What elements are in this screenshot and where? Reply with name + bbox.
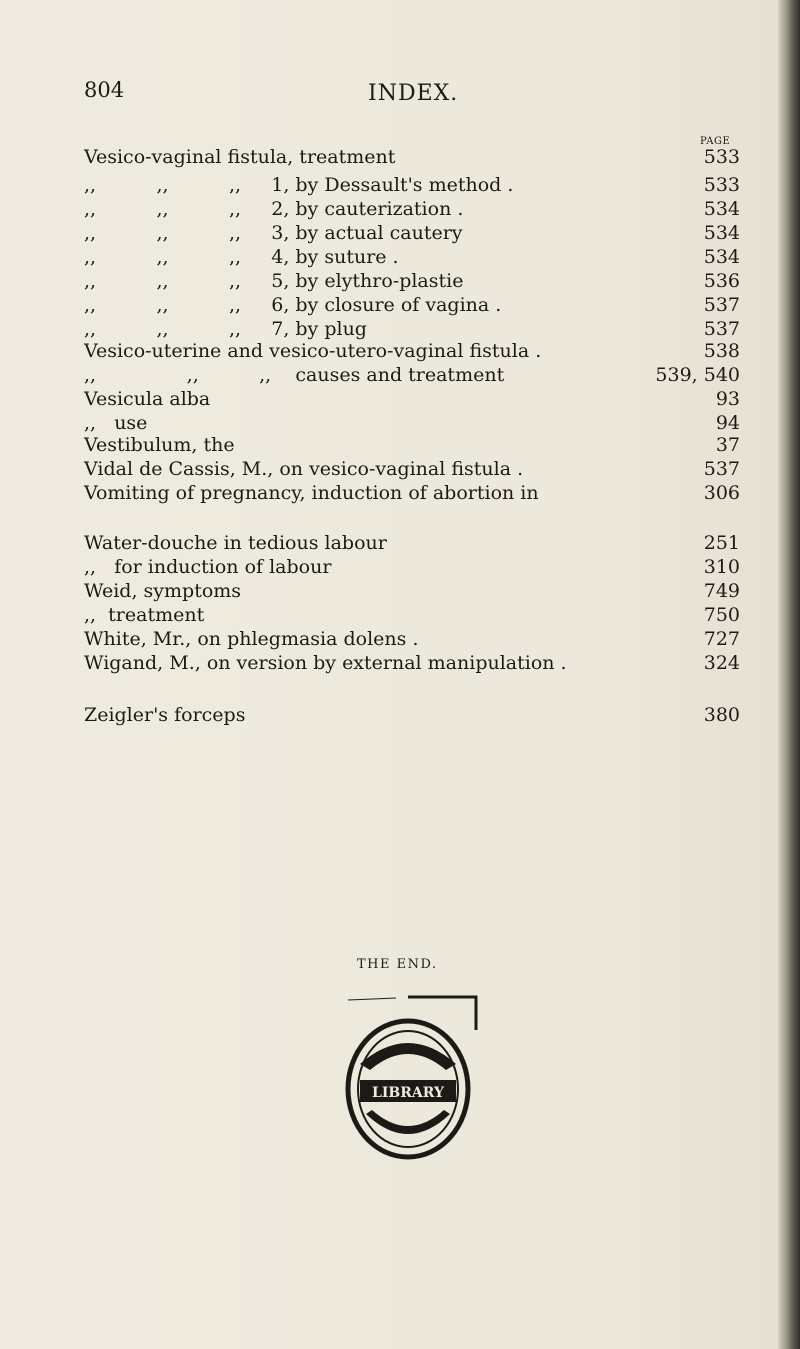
entry-label: ,, ,, ,, 5, by elythro-plastie [84,270,464,292]
entry-page-number: 310 [703,556,740,578]
stamp-label: LIBRARY [372,1085,444,1101]
entry-page-number: 539, 540 [655,364,740,386]
page-number: 804 [84,78,125,102]
entry-label: Vesicula alba [84,388,211,410]
entry-page-number: 380 [703,704,740,726]
entry-label: ,, ,, ,, causes and treatment [84,364,505,386]
entry-page-number: 324 [703,652,740,674]
entry-page-number: 727 [703,628,740,650]
entry-label: ,, ,, ,, 7, by plug [84,318,367,340]
entry-page-number: 536 [703,270,740,292]
entry-label: Vesico-vaginal fistula, treatment [84,146,396,168]
entry-label: ,, ,, ,, 3, by actual cautery [84,222,463,244]
index-entry [84,704,740,726]
the-end: THE END. [357,957,438,972]
entry-page-number: 306 [703,482,740,504]
entry-page-number: 537 [703,318,740,340]
entry-label: Zeigler's forceps [84,704,246,726]
entry-page-number: 533 [703,146,740,168]
index-entry [84,434,740,456]
index-entry [84,270,740,292]
running-head: INDEX. [368,81,459,106]
entry-label: ,, use [84,412,148,434]
entry-page-number: 534 [703,222,740,244]
entry-page-number: 537 [703,294,740,316]
index-entry [84,412,740,434]
entry-page-number: 749 [703,580,740,602]
index-entry [84,556,740,578]
entry-label: Wigand, M., on version by external manipulation . [84,652,567,674]
entry-page-number: 94 [715,412,740,434]
index-entry [84,652,740,674]
entry-label: ,, ,, ,, 6, by closure of vagina . [84,294,502,316]
index-entry [84,146,740,168]
entry-label: Vestibulum, the [84,434,235,456]
entry-page-number: 538 [703,340,740,362]
index-entry [84,246,740,268]
entry-label: Vesico-uterine and vesico-utero-vaginal fistula . [84,340,542,362]
index-entry [84,222,740,244]
index-entry [84,628,740,650]
index-entry [84,388,740,410]
index-entry [84,604,740,626]
entry-label: ,, for induction of labour [84,556,332,578]
entry-label: ,, treatment [84,604,205,626]
index-entry [84,294,740,316]
entry-label: Weid, symptoms [84,580,242,602]
index-entry [84,532,740,554]
entry-label: ,, ,, ,, 1, by Dessault's method . [84,174,514,196]
entry-label: Vomiting of pregnancy, induction of abortion in [84,482,539,504]
entry-page-number: 251 [703,532,740,554]
library-stamp [338,994,478,1164]
entry-page-number: 534 [703,198,740,220]
entry-label: ,, ,, ,, 2, by cauterization . [84,198,464,220]
entry-label: White, Mr., on phlegmasia dolens . [84,628,419,650]
entry-page-number: 750 [703,604,740,626]
index-entry [84,580,740,602]
entry-label: Water-douche in tedious labour [84,532,387,554]
page-edge-shadow [778,0,800,1349]
entry-page-number: 533 [703,174,740,196]
index-entry [84,364,740,386]
index-entry [84,458,740,480]
index-entry [84,482,740,504]
index-entry [84,174,740,196]
entry-page-number: 537 [703,458,740,480]
entry-page-number: 93 [715,388,740,410]
entry-page-number: 37 [715,434,740,456]
entry-label: ,, ,, ,, 4, by suture . [84,246,399,268]
entry-page-number: 534 [703,246,740,268]
entry-label: Vidal de Cassis, M., on vesico-vaginal fistula . [84,458,524,480]
page-column-heading: PAGE [700,136,731,147]
index-entry [84,340,740,362]
index-entry [84,318,740,340]
index-entry [84,198,740,220]
